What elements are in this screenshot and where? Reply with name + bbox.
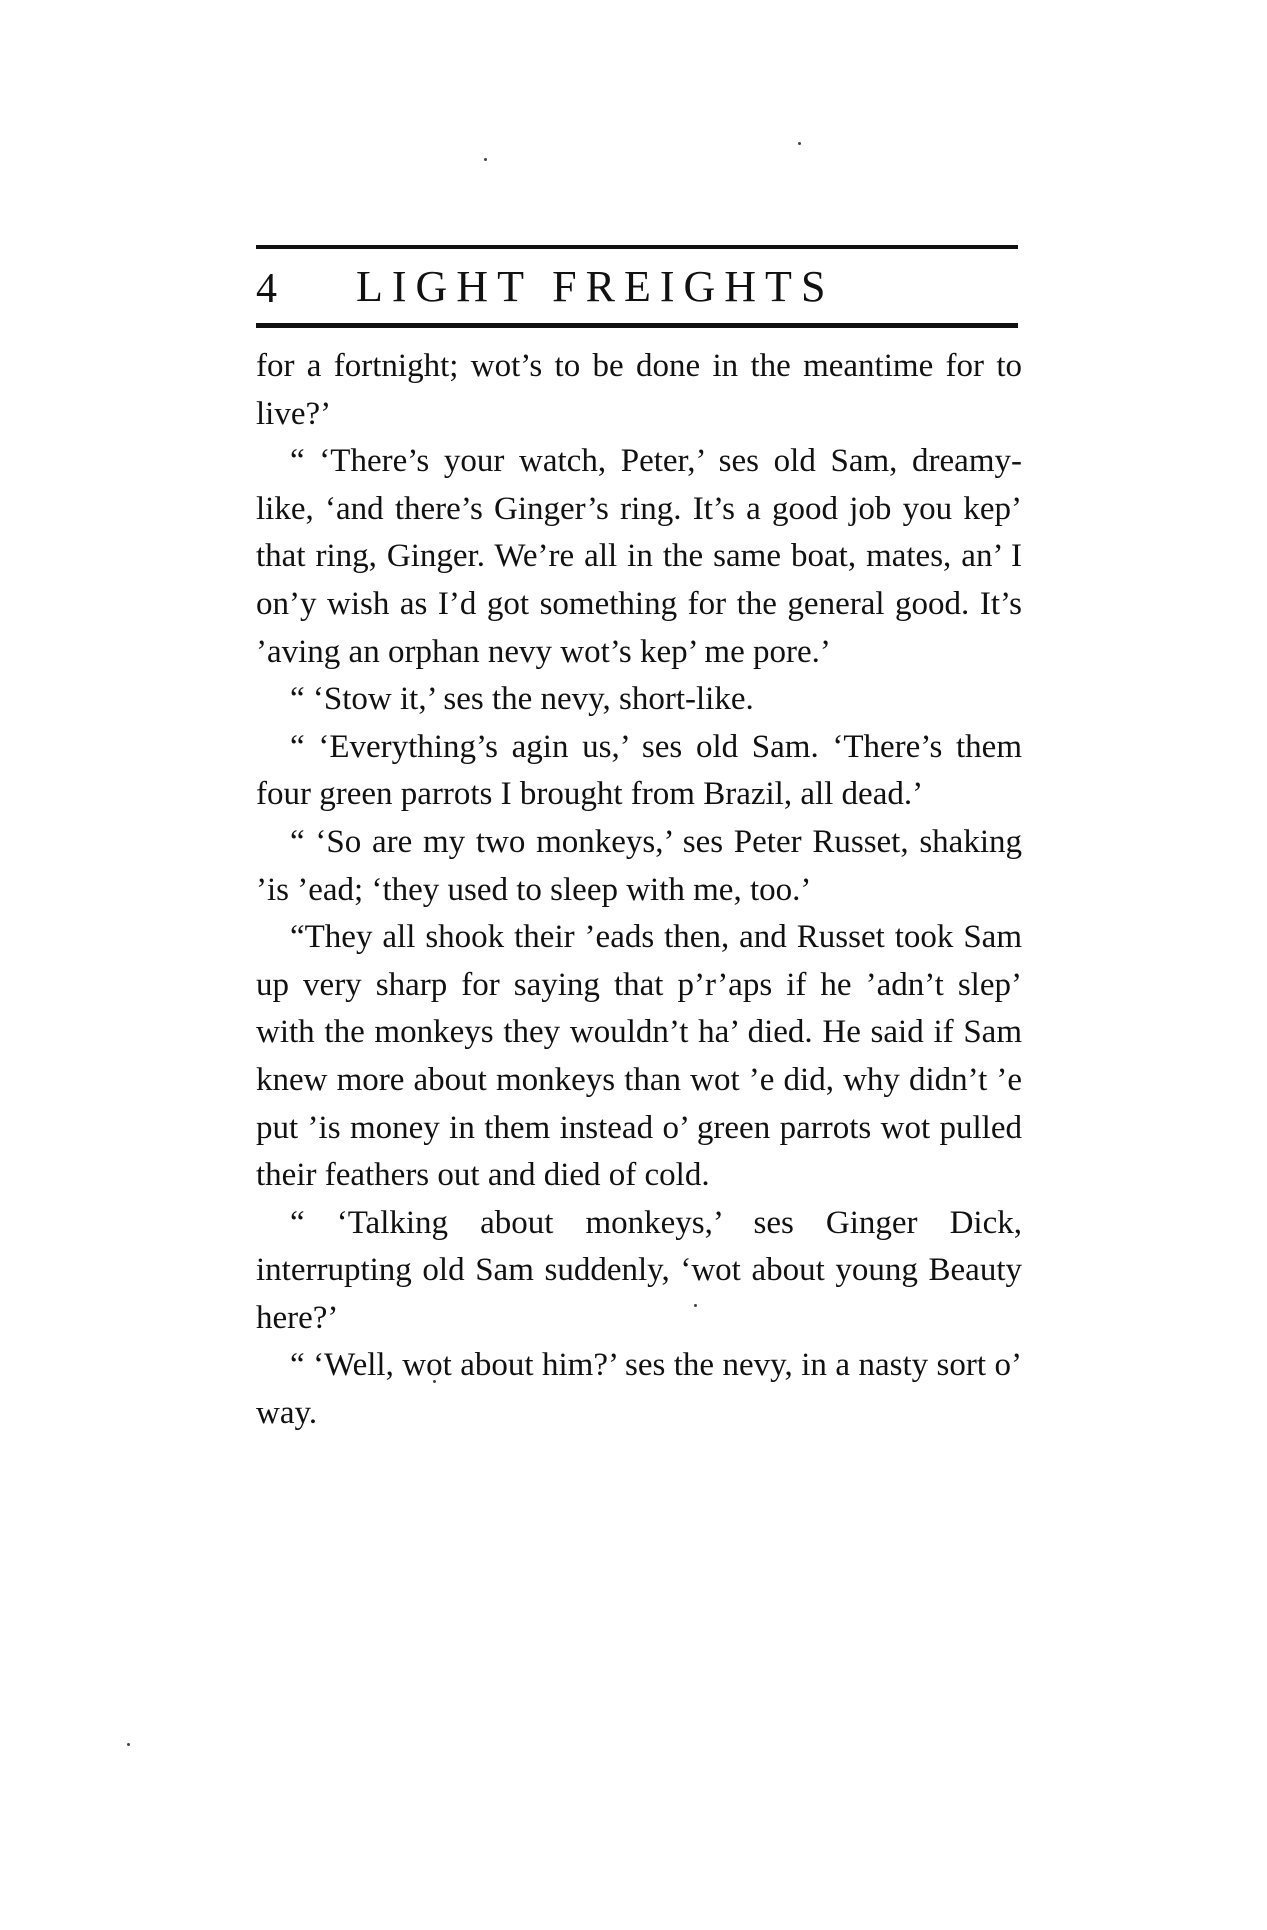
paragraph: “ ‘So are my two monkeys,’ ses Peter Russet, shaking ’is ’ead; ‘they used to sleep with me, too.’ xyxy=(256,823,1022,908)
paper-speck xyxy=(484,158,487,161)
header-rule-bottom xyxy=(256,323,1018,328)
header-rule-top xyxy=(256,245,1018,249)
body-text xyxy=(256,343,1022,1438)
paragraph: “ ‘Well, wot about him?’ ses the nevy, in a nasty sort o’ way. xyxy=(256,1347,1022,1432)
page-number: 4 xyxy=(256,266,277,312)
paragraph: for a fortnight; wot’s to be done in the meantime for to live?’ xyxy=(256,348,1022,432)
paragraph: “ ‘There’s your watch, Peter,’ ses old Sam, dreamy-like, ‘and there’s Ginger’s ring. It’s a good job you kep’ that ring, Ginger. We’re all in the same boat, mates, an’ I on’y wish as I’d got something for the general good. It’s ’aving an orphan nevy wot’s kep’ me pore.’ xyxy=(256,443,1022,670)
paragraph: “ ‘Everything’s agin us,’ ses old Sam. ‘There’s them four green parrots I brought from Brazil, all dead.’ xyxy=(256,728,1022,813)
running-title: LIGHT FREIGHTS xyxy=(356,262,835,311)
paragraph: “ ‘Talking about monkeys,’ ses Ginger Dick, interrupting old Sam suddenly, ‘wot about young Beauty here?’ xyxy=(256,1204,1022,1336)
paper-speck xyxy=(127,1743,130,1746)
paragraph: “They all shook their ’eads then, and Russet took Sam up very sharp for saying that p’r’aps if he ’adn’t slep’ with the monkeys they wouldn’t ha’ died. He said if Sam knew more about monkeys than wot ’e did, why didn’t ’e put ’is money in them instead o’ green parrots wot pulled their feathers out and died of cold. xyxy=(256,919,1022,1194)
running-header xyxy=(256,262,1018,318)
paper-speck xyxy=(798,142,801,145)
paragraph: “ ‘Stow it,’ ses the nevy, short-like. xyxy=(290,681,754,718)
